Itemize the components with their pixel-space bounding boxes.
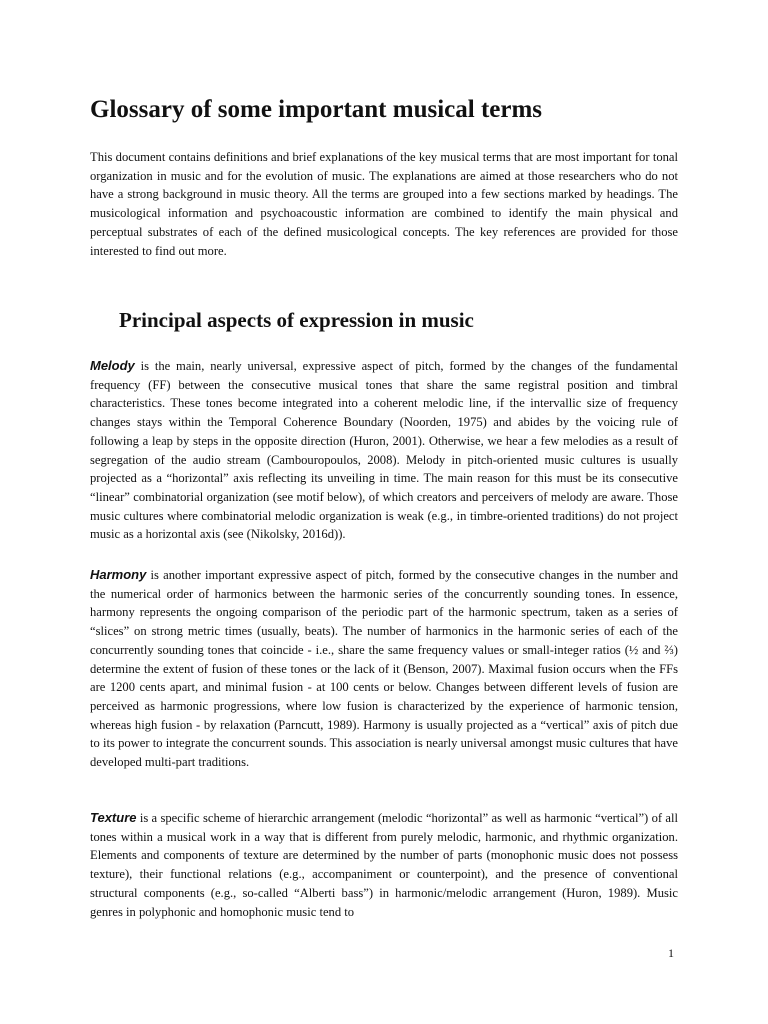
harmony-definition: is another important expressive aspect of pitch, formed by the consecutive changes in the number and the numerical order of harmonics between the harmonic series of the concurrently sounding tones. In essence, harmony represents the ongoing comparison of the periodic part of the harmonic spectrum, taken as a series of “slices” on strong metric times (usually, beats). The number of harmonics in the harmonic series of each of the concurrently sounding tones that coincide - i.e., share the same frequency values or small-integer ratios (½ and ⅔) determine the extent of fusion of these tones or the lack of it (Benson, 2007). Maximal fusion occurs when the FFs are 1200 cents apart, and minimal fusion - at 100 cents or below. Changes between different levels of fusion are perceived as harmonic progressions, where low fusion is characterized by the experience of harmonic tension, whereas high fusion - by relaxation (Parncutt, 1989). Harmony is usually projected as a “vertical” axis of pitch due to its power to integrate the concurrent sounds. This association is nearly universal amongst music cultures that have developed multi-part traditions. — [90, 568, 678, 770]
intro-paragraph: This document contains definitions and brief explanations of the key musical terms that are most important for tonal organization in music and for the evolution of music. The explanations are aimed at those researchers who do not have a strong background in music theory. All the terms are grouped into a few sections marked by headings. The musicological information and psychoacoustic information are combined to identify the main physical and perceptual substrates of each of the defined musicological concepts. The key references are provided for those interested to find out more. — [90, 150, 678, 258]
texture-definition: is a specific scheme of hierarchic arrangement (melodic “horizontal” as well as harmonic “vertical”) of all tones within a musical work in a way that is different from purely melodic, harmonic, and rhythmic organization. Elements and components of texture are determined by the number of parts (monophonic music does not possess texture), their functional relations (e.g., accompaniment or counterpoint), and the presence of conventional structural components (e.g., so-called “Alberti bass”) in harmonic/melodic arrangement (Huron, 1989). Music genres in polyphonic and homophonic music tend to — [90, 811, 678, 919]
term-texture: Texture — [90, 810, 137, 825]
texture-paragraph — [90, 809, 678, 921]
melody-paragraph — [90, 357, 678, 544]
page-number: 1 — [668, 946, 674, 960]
term-harmony: Harmony — [90, 567, 147, 582]
page-title: Glossary of some important musical terms — [90, 96, 543, 123]
harmony-paragraph — [90, 566, 678, 772]
term-melody: Melody — [90, 358, 135, 373]
section-heading: Principal aspects of expression in music — [119, 308, 474, 332]
melody-definition: is the main, nearly universal, expressive aspect of pitch, formed by the changes of the fundamental frequency (FF) between the consecutive musical tones that share the same registral position and timbral characteristics. These tones become integrated into a coherent melodic line, if the intervallic size of frequency changes stays within the Temporal Coherence Boundary (Noorden, 1975) and abides by the voicing rule of following a leap by steps in the opposite direction (Huron, 2001). Otherwise, we hear a few melodies as a result of segregation of the audio stream (Cambouropoulos, 2008). Melody in pitch-oriented music cultures is usually projected as a “horizontal” axis reflecting its unveiling in time. The main reason for this must be its consecutive “linear” combinatorial organization (see motif below), of which creators and perceivers of melody are aware. Those music cultures where combinatorial melodic organization is weak (e.g., in timbre-oriented traditions) do not project music as a horizontal axis (see (Nikolsky, 2016d)). — [90, 359, 678, 542]
